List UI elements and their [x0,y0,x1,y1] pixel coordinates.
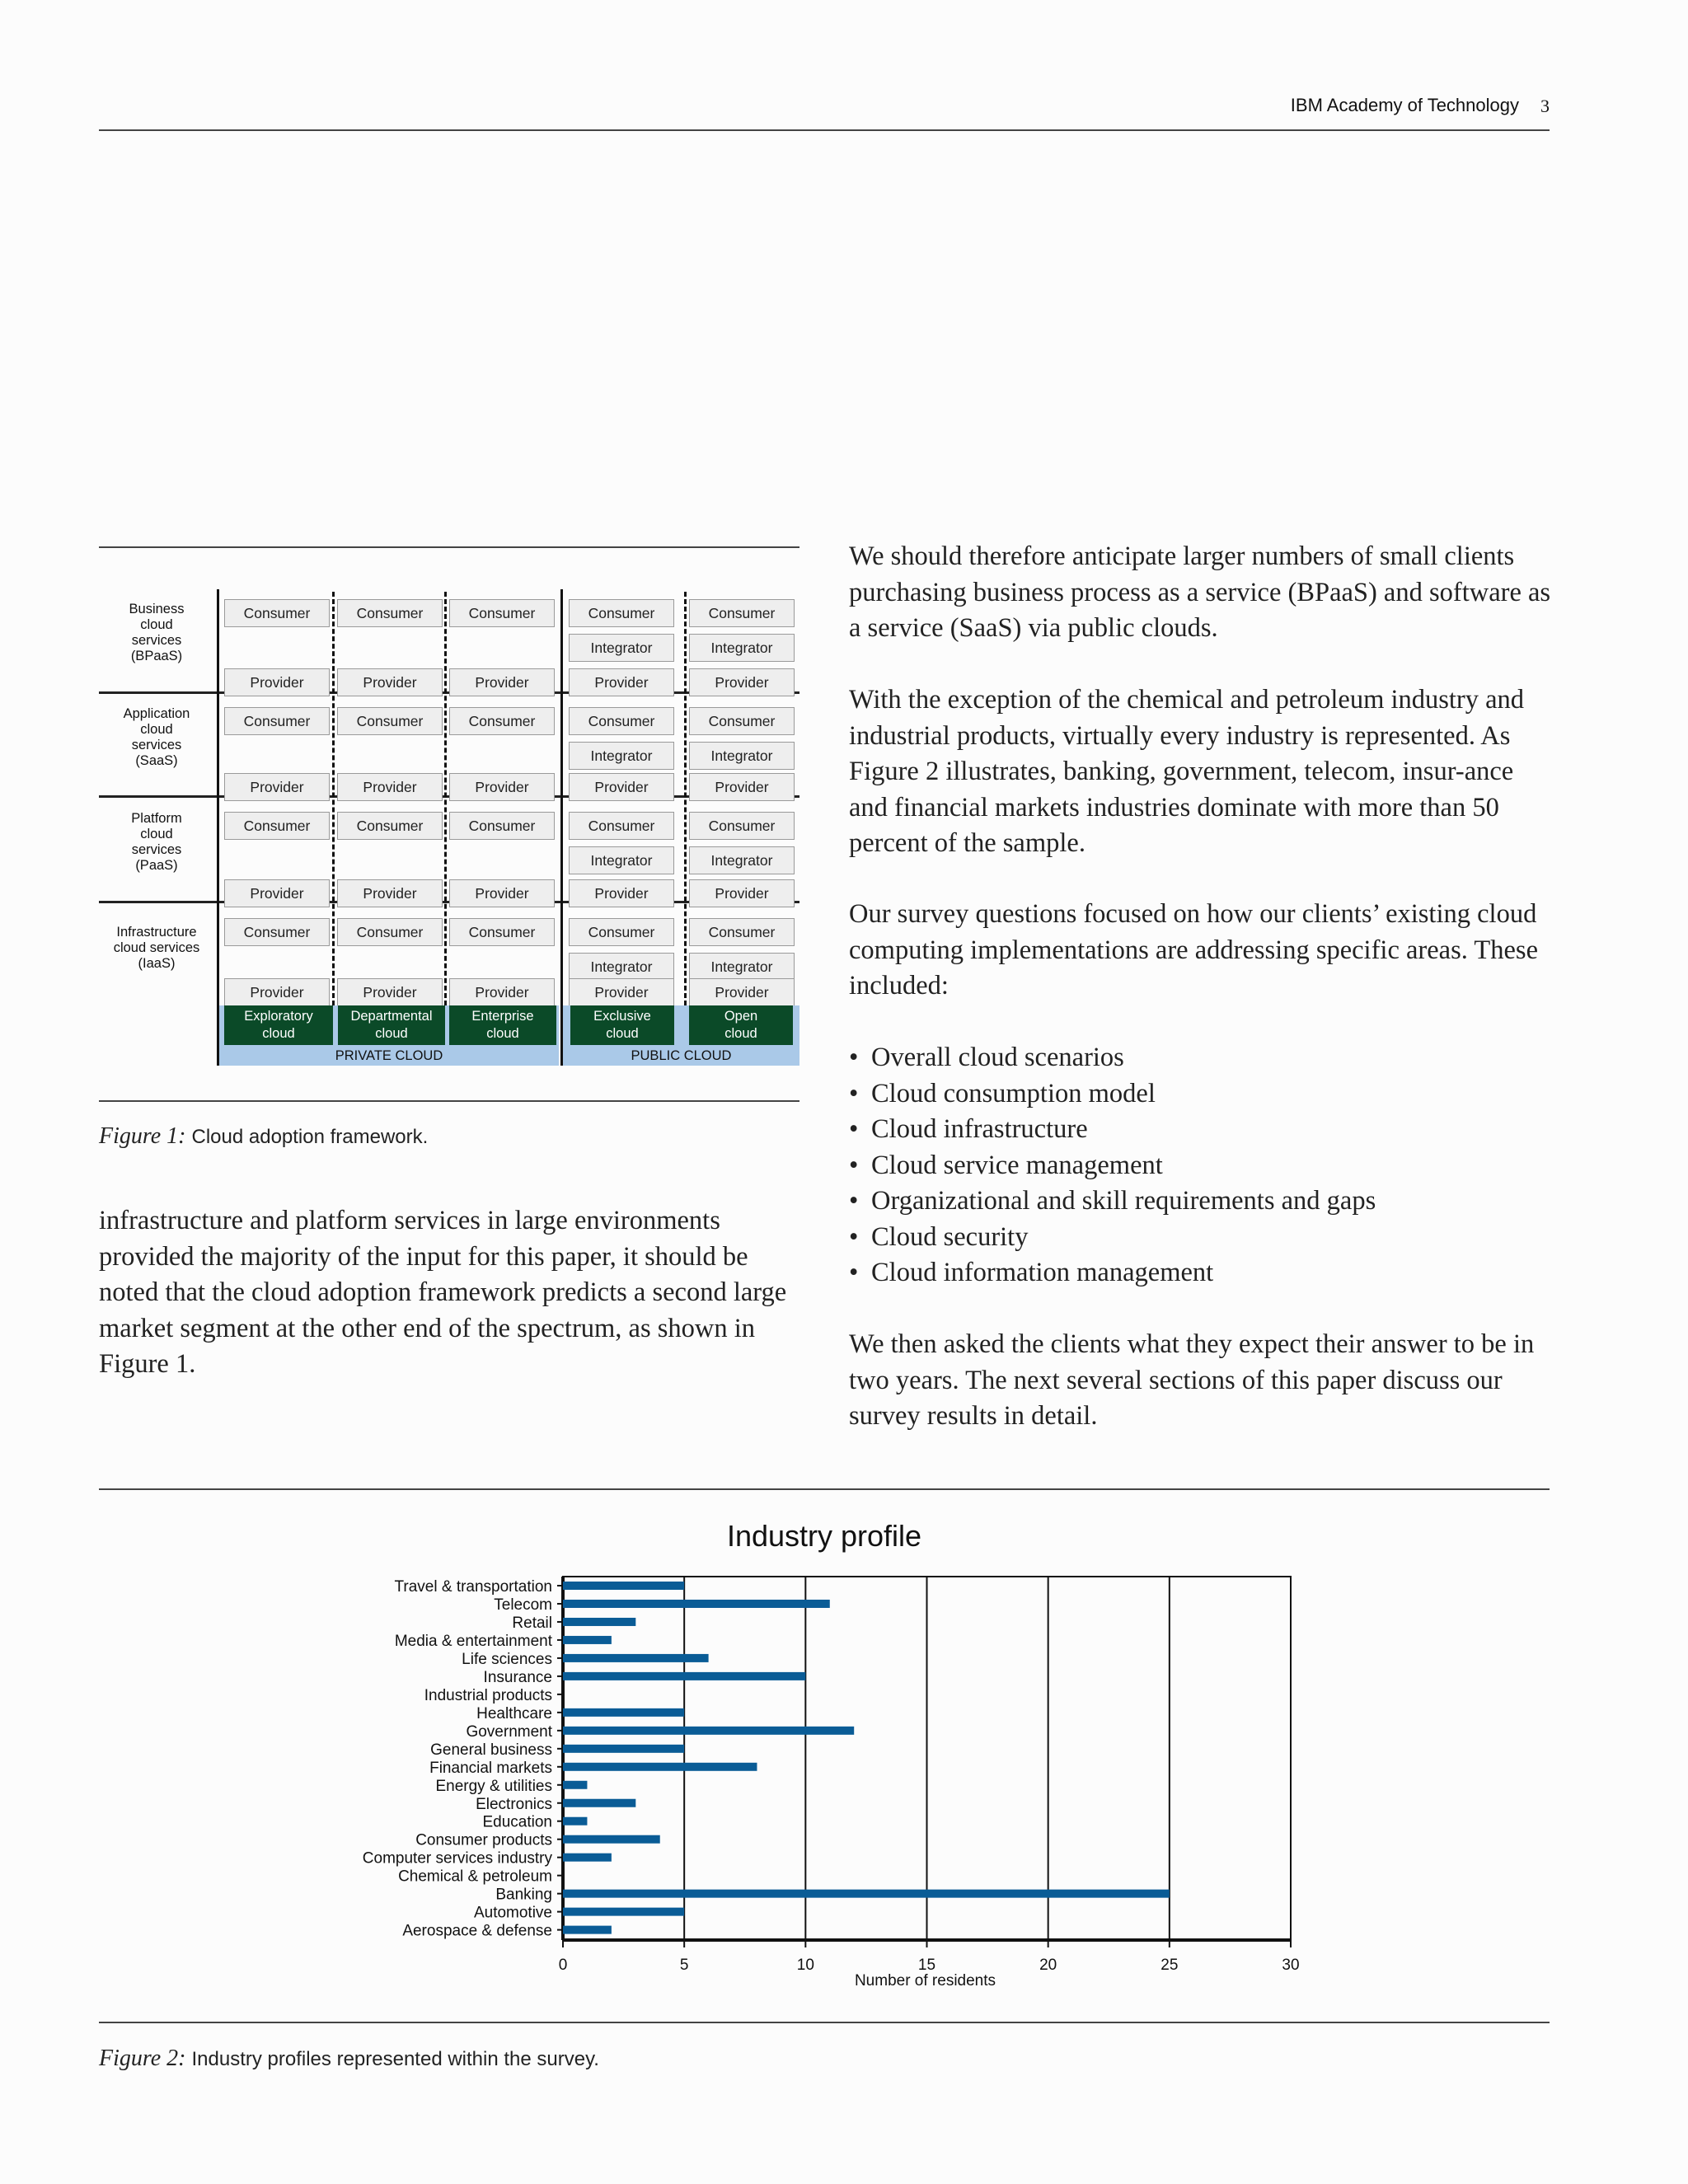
consumer-box: Consumer [224,918,330,946]
category-label: Aerospace & defense [402,1922,552,1940]
consumer-box: Consumer [689,918,795,946]
row-label: Business cloud services (BPaaS) [129,602,185,663]
category-label: Energy & utilities [435,1777,552,1795]
industry-bar [563,1835,660,1844]
column-divider [332,592,335,1020]
category-label: Automotive [473,1904,552,1922]
survey-area-item: • Cloud information management [849,1255,1376,1291]
left-paragraph: infrastructure and platform services in large environments provided the majority of the input for this paper, it should be noted that the cloud adoption framework predicts a second large market segment at the other end of the spectrum, as shown in Figure 1. [99,1206,787,1379]
x-tick-label: 30 [1282,1957,1300,1974]
right-paragraph-3: Our survey questions focused on how our clients’ existing cloud computing implementations are addressing specific areas. These included: [849,899,1539,1001]
provider-box: Provider [224,879,330,907]
category-label: Financial markets [429,1759,552,1777]
private-cloud-left-edge [217,589,219,1066]
x-tick-label: 10 [796,1957,814,1974]
column-divider [684,592,687,1020]
x-tick-label: 5 [679,1957,689,1974]
consumer-box: Consumer [224,707,330,735]
category-label: Government [466,1722,552,1741]
figure2-bottom-rule [99,2022,1550,2023]
provider-box: Provider [449,978,555,1006]
industry-bar [563,1908,684,1916]
industry-bar [563,1708,684,1717]
category-label: Computer services industry [362,1849,552,1868]
cloud-type-label: Open cloud [689,1005,793,1045]
public-cloud-left-edge [560,589,563,1066]
category-label: Retail [512,1614,552,1632]
page-header [0,91,1550,124]
category-label: Chemical & petroleum [398,1868,552,1886]
survey-area-item: • Cloud security [849,1220,1376,1256]
industry-bar [563,1672,805,1680]
provider-box: Provider [337,668,443,696]
provider-box: Provider [689,978,795,1006]
survey-area-item: • Cloud infrastructure [849,1112,1376,1148]
public-cloud-label: PUBLIC CLOUD [631,1048,732,1063]
provider-box: Provider [224,668,330,696]
consumer-box: Consumer [337,707,443,735]
consumer-box: Consumer [449,707,555,735]
x-axis-label: Number of residents [854,1972,996,1990]
x-tick-label: 0 [558,1957,568,1974]
category-label: Media & entertainment [394,1632,552,1650]
right-paragraph-2: With the exception of the chemical and petroleum industry and industrial products, virtually every industry is represented. As Figure 2 illustrates, banking, government, telecom, insur-ance and financial markets industries dominate with more than 50 percent of the sample. [849,685,1525,858]
category-label: Life sciences [462,1650,552,1668]
row-label: Infrastructure cloud services (IaaS) [113,925,200,971]
category-label: Education [482,1813,552,1831]
consumer-box: Consumer [569,599,674,627]
industry-bar [563,1654,709,1662]
right-paragraph-4: We then asked the clients what they expect their answer to be in two years. The next several sections of this paper discuss our survey results in detail. [849,1329,1535,1431]
header-rule [99,129,1550,131]
figure1-top-rule [99,546,799,548]
provider-box: Provider [337,978,443,1006]
provider-box: Provider [337,879,443,907]
row-label: Application cloud services (SaaS) [123,706,190,768]
provider-box: Provider [224,773,330,801]
consumer-box: Consumer [449,812,555,840]
x-tick-label: 15 [917,1957,936,1974]
consumer-box: Consumer [689,599,795,627]
category-label: Healthcare [476,1704,552,1722]
figure1-bottom-rule [99,1100,799,1102]
survey-areas-list [849,1040,1376,1291]
category-label: General business [430,1741,552,1759]
figure2-caption-label: Figure 2: [99,2046,186,2071]
industry-bar [563,1600,830,1608]
consumer-box: Consumer [337,812,443,840]
header-title: IBM Academy of Technology [1290,95,1519,115]
provider-box: Provider [689,773,795,801]
provider-box: Provider [689,668,795,696]
survey-area-item: • Cloud service management [849,1148,1376,1184]
chart-title: Industry profile [726,1519,922,1553]
cloud-type-label: Exclusive cloud [570,1005,674,1045]
industry-bar [563,1745,684,1753]
category-label: Travel & transportation [394,1578,552,1596]
consumer-box: Consumer [449,599,555,627]
provider-box: Provider [689,879,795,907]
plot-frame [563,1577,1291,1940]
industry-bar [563,1781,587,1789]
provider-box: Provider [224,978,330,1006]
industry-bar [563,1582,684,1590]
industry-bar [563,1727,854,1735]
survey-area-item: • Organizational and skill requirements and gaps [849,1183,1376,1220]
figure2-top-rule [99,1488,1550,1490]
industry-bar [563,1926,612,1934]
private-cloud-label: PRIVATE CLOUD [335,1048,443,1063]
figure1-caption [99,1123,428,1150]
integrator-box: Integrator [569,742,674,770]
survey-area-item: • Overall cloud scenarios [849,1040,1376,1076]
integrator-box: Integrator [689,634,795,662]
consumer-box: Consumer [449,918,555,946]
industry-bar [563,1799,635,1807]
consumer-box: Consumer [569,707,674,735]
right-paragraph-1: We should therefore anticipate larger numbers of small clients purchasing business process as a service (BPaaS) and software as a service (SaaS) via public clouds. [849,541,1551,643]
x-tick-label: 20 [1039,1957,1057,1974]
category-label: Banking [495,1886,552,1904]
industry-bar [563,1763,757,1771]
figure1-caption-text: Cloud adoption framework. [191,1126,429,1148]
integrator-box: Integrator [689,953,795,981]
cloud-type-label: Exploratory cloud [224,1005,333,1045]
consumer-box: Consumer [224,812,330,840]
cloud-type-label: Departmental cloud [338,1005,445,1045]
industry-bar [563,1636,612,1644]
integrator-box: Integrator [569,953,674,981]
category-label: Consumer products [415,1831,552,1849]
survey-area-item: • Cloud consumption model [849,1076,1376,1113]
figure2-caption [99,2046,599,2072]
industry-bar [563,1854,612,1862]
provider-box: Provider [569,879,674,907]
column-divider [444,592,447,1020]
provider-box: Provider [569,668,674,696]
industry-bar [563,1817,587,1825]
industry-bar [563,1618,635,1626]
provider-box: Provider [337,773,443,801]
provider-box: Provider [449,879,555,907]
figure1-caption-label: Figure 1: [99,1123,186,1149]
row-label: Platform cloud services (PaaS) [131,811,182,873]
x-tick-label: 25 [1160,1957,1179,1974]
consumer-box: Consumer [337,599,443,627]
provider-box: Provider [569,773,674,801]
category-label: Electronics [476,1795,552,1813]
cloud-adoption-framework-diagram [99,569,799,1071]
provider-box: Provider [449,773,555,801]
industry-bar [563,1890,1170,1898]
integrator-box: Integrator [689,742,795,770]
category-label: Industrial products [424,1686,552,1704]
integrator-box: Integrator [689,846,795,874]
figure2-caption-text: Industry profiles represented within the survey. [191,2048,599,2070]
integrator-box: Integrator [569,846,674,874]
page-number: 3 [1540,96,1550,116]
cloud-type-label: Enterprise cloud [449,1005,556,1045]
category-label: Insurance [483,1668,552,1686]
consumer-box: Consumer [224,599,330,627]
consumer-box: Consumer [337,918,443,946]
integrator-box: Integrator [569,634,674,662]
consumer-box: Consumer [569,918,674,946]
category-label: Telecom [494,1596,552,1614]
consumer-box: Consumer [689,707,795,735]
consumer-box: Consumer [569,812,674,840]
provider-box: Provider [569,978,674,1006]
provider-box: Provider [449,668,555,696]
consumer-box: Consumer [689,812,795,840]
